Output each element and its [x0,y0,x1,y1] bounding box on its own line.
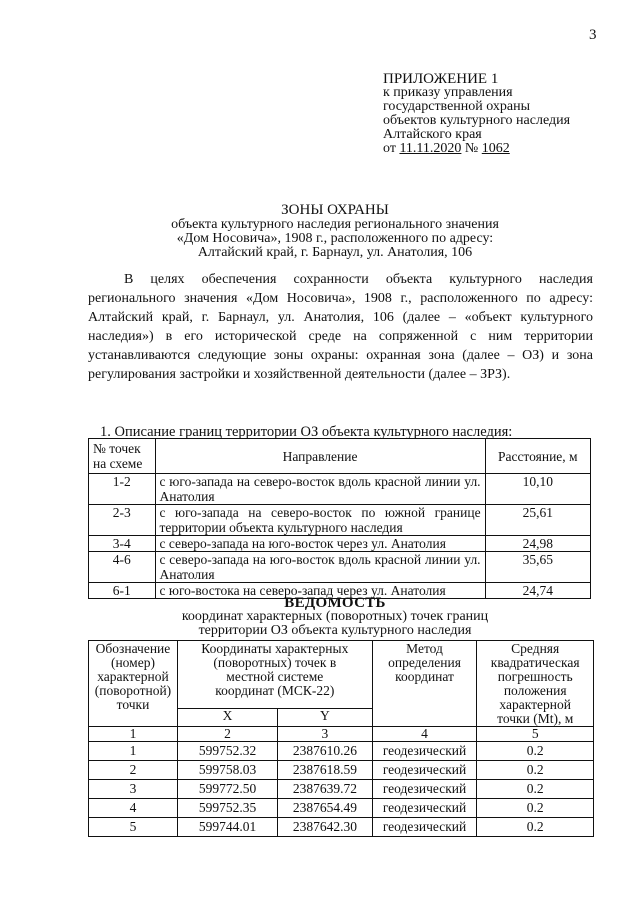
header-text: Метод [406,641,443,656]
cell-points: 3-4 [89,536,156,552]
table-row [89,761,594,780]
cell-points: 6-1 [89,583,156,599]
appendix-line: Алтайского края [383,127,482,142]
boundary-table [88,438,591,599]
table-row [89,536,591,552]
cell-x: 599752.35 [177,799,277,818]
intro-paragraph [88,270,593,384]
header-points-line1: № точек [93,441,141,456]
cell-method: геодезический [372,742,477,761]
header-text: точки [116,697,150,712]
title-line: объекта культурного наследия регионального значения [171,217,499,232]
header-x: X [177,709,277,727]
cell-distance: 10,10 [485,474,590,505]
cell-points: 4-6 [89,552,156,583]
column-number: 3 [278,727,373,742]
header-text: точки (Mt), м [497,711,574,726]
cell-mt: 0.2 [477,818,594,837]
cell-method: геодезический [372,799,477,818]
cell-point: 3 [89,780,178,799]
column-number: 1 [89,727,178,742]
table-row [89,818,594,837]
vedomost-line: территории ОЗ объекта культурного наследия [198,623,472,638]
page-number: 3 [589,27,597,43]
header-text: координат [395,669,454,684]
header-direction: Направление [155,439,485,474]
cell-mt: 0.2 [477,761,594,780]
header-text: Средняя [511,641,560,656]
cell-distance: 24,74 [485,583,590,599]
title-block [95,203,575,260]
table-header-row [89,641,594,709]
header-designation [89,641,178,727]
cell-y: 2387654.49 [278,799,373,818]
table-row [89,780,594,799]
header-text: Координаты характерных [201,641,349,656]
header-text: погрешность [497,669,573,684]
vedomost-block [95,596,575,638]
appendix-heading: ПРИЛОЖЕНИЕ 1 [383,71,499,87]
cell-method: геодезический [372,761,477,780]
table-row [89,474,591,505]
section1-heading: 1. Описание границ территории ОЗ объекта культурного наследия: [100,424,513,440]
header-text: характерной [97,669,169,684]
header-distance: Расстояние, м [485,439,590,474]
column-number: 5 [477,727,594,742]
cell-direction: с северо-запада на юго-восток вдоль красной линии ул. Анатолия [155,552,485,583]
cell-mt: 0.2 [477,742,594,761]
header-coords [177,641,372,709]
cell-x: 599752.32 [177,742,277,761]
cell-point: 4 [89,799,178,818]
order-number: 1062 [481,141,510,156]
cell-y: 2387618.59 [278,761,373,780]
cell-y: 2387610.26 [278,742,373,761]
vedomost-line: координат характерных (поворотных) точек границ [181,609,489,624]
cell-distance: 25,61 [485,505,590,536]
header-text: Обозначение [95,641,171,656]
intro-text: В целях обеспечения сохранности объекта культурного наследия регионального значения «Дом Носовича», 1908 г., расположенного по адресу: Алтайский край, г. Барнаул, ул. Анатолия, 106 (далее – «объект культурного наследия») в его исторической среде на сопряженной с ним территории устанавливаются следующие зоны охраны: охранная зона (далее – ОЗ) и зона регулирования застройки и хозяйственной деятельности (далее – ЗРЗ). [88,272,593,382]
cell-direction: с юго-запада на северо-восток по южной границе территории объекта культурного наследия [155,505,485,536]
header-text: положения [503,683,567,698]
header-text: (поворотных) точек в [213,655,337,670]
column-number: 2 [177,727,277,742]
cell-y: 2387639.72 [278,780,373,799]
header-points [89,439,156,474]
cell-y: 2387642.30 [278,818,373,837]
header-text: (поворотной) [94,683,172,698]
cell-x: 599772.50 [177,780,277,799]
order-line [383,142,570,156]
table-header-row [89,439,591,474]
cell-distance: 35,65 [485,552,590,583]
header-y: Y [278,709,373,727]
header-method [372,641,477,727]
header-text: местной системе [226,669,324,684]
title-line: «Дом Носовича», 1908 г., расположенного по адресу: [176,231,494,246]
appendix-line: к приказу управления [383,85,513,100]
table-row [89,742,594,761]
vedomost-title: ВЕДОМОСТЬ [284,595,386,611]
cell-distance: 24,98 [485,536,590,552]
cell-x: 599744.01 [177,818,277,837]
appendix-line: государственной охраны [383,99,531,114]
header-text: характерной [499,697,571,712]
column-number: 4 [372,727,477,742]
appendix-line: объектов культурного наследия [383,113,571,128]
table-row [89,552,591,583]
cell-x: 599758.03 [177,761,277,780]
cell-direction: с северо-запада на юго-восток через ул. Анатолия [155,536,485,552]
cell-method: геодезический [372,818,477,837]
cell-points: 1-2 [89,474,156,505]
cell-points: 2-3 [89,505,156,536]
cell-direction: с юго-запада на северо-восток вдоль красной линии ул. Анатолия [155,474,485,505]
header-text: определения [388,655,461,670]
table-row [89,505,591,536]
table-row [89,799,594,818]
order-no-label: № [464,141,479,156]
cell-point: 5 [89,818,178,837]
header-points-line2: на схеме [93,456,143,471]
cell-mt: 0.2 [477,780,594,799]
cell-point: 1 [89,742,178,761]
header-text: (номер) [110,655,155,670]
order-date: 11.11.2020 [399,141,462,156]
cell-method: геодезический [372,780,477,799]
cell-direction: с юго-востока на северо-запад через ул. Анатолия [155,583,485,599]
document-title: ЗОНЫ ОХРАНЫ [281,202,389,218]
coordinates-table [88,640,594,837]
order-prefix: от [383,141,396,156]
header-accuracy [477,641,594,727]
title-line: Алтайский край, г. Барнаул, ул. Анатолия, 106 [197,245,473,260]
header-text: квадратическая [490,655,580,670]
header-text: координат (МСК-22) [215,683,335,698]
column-number-row [89,727,594,742]
cell-point: 2 [89,761,178,780]
appendix-block [383,72,570,156]
cell-mt: 0.2 [477,799,594,818]
